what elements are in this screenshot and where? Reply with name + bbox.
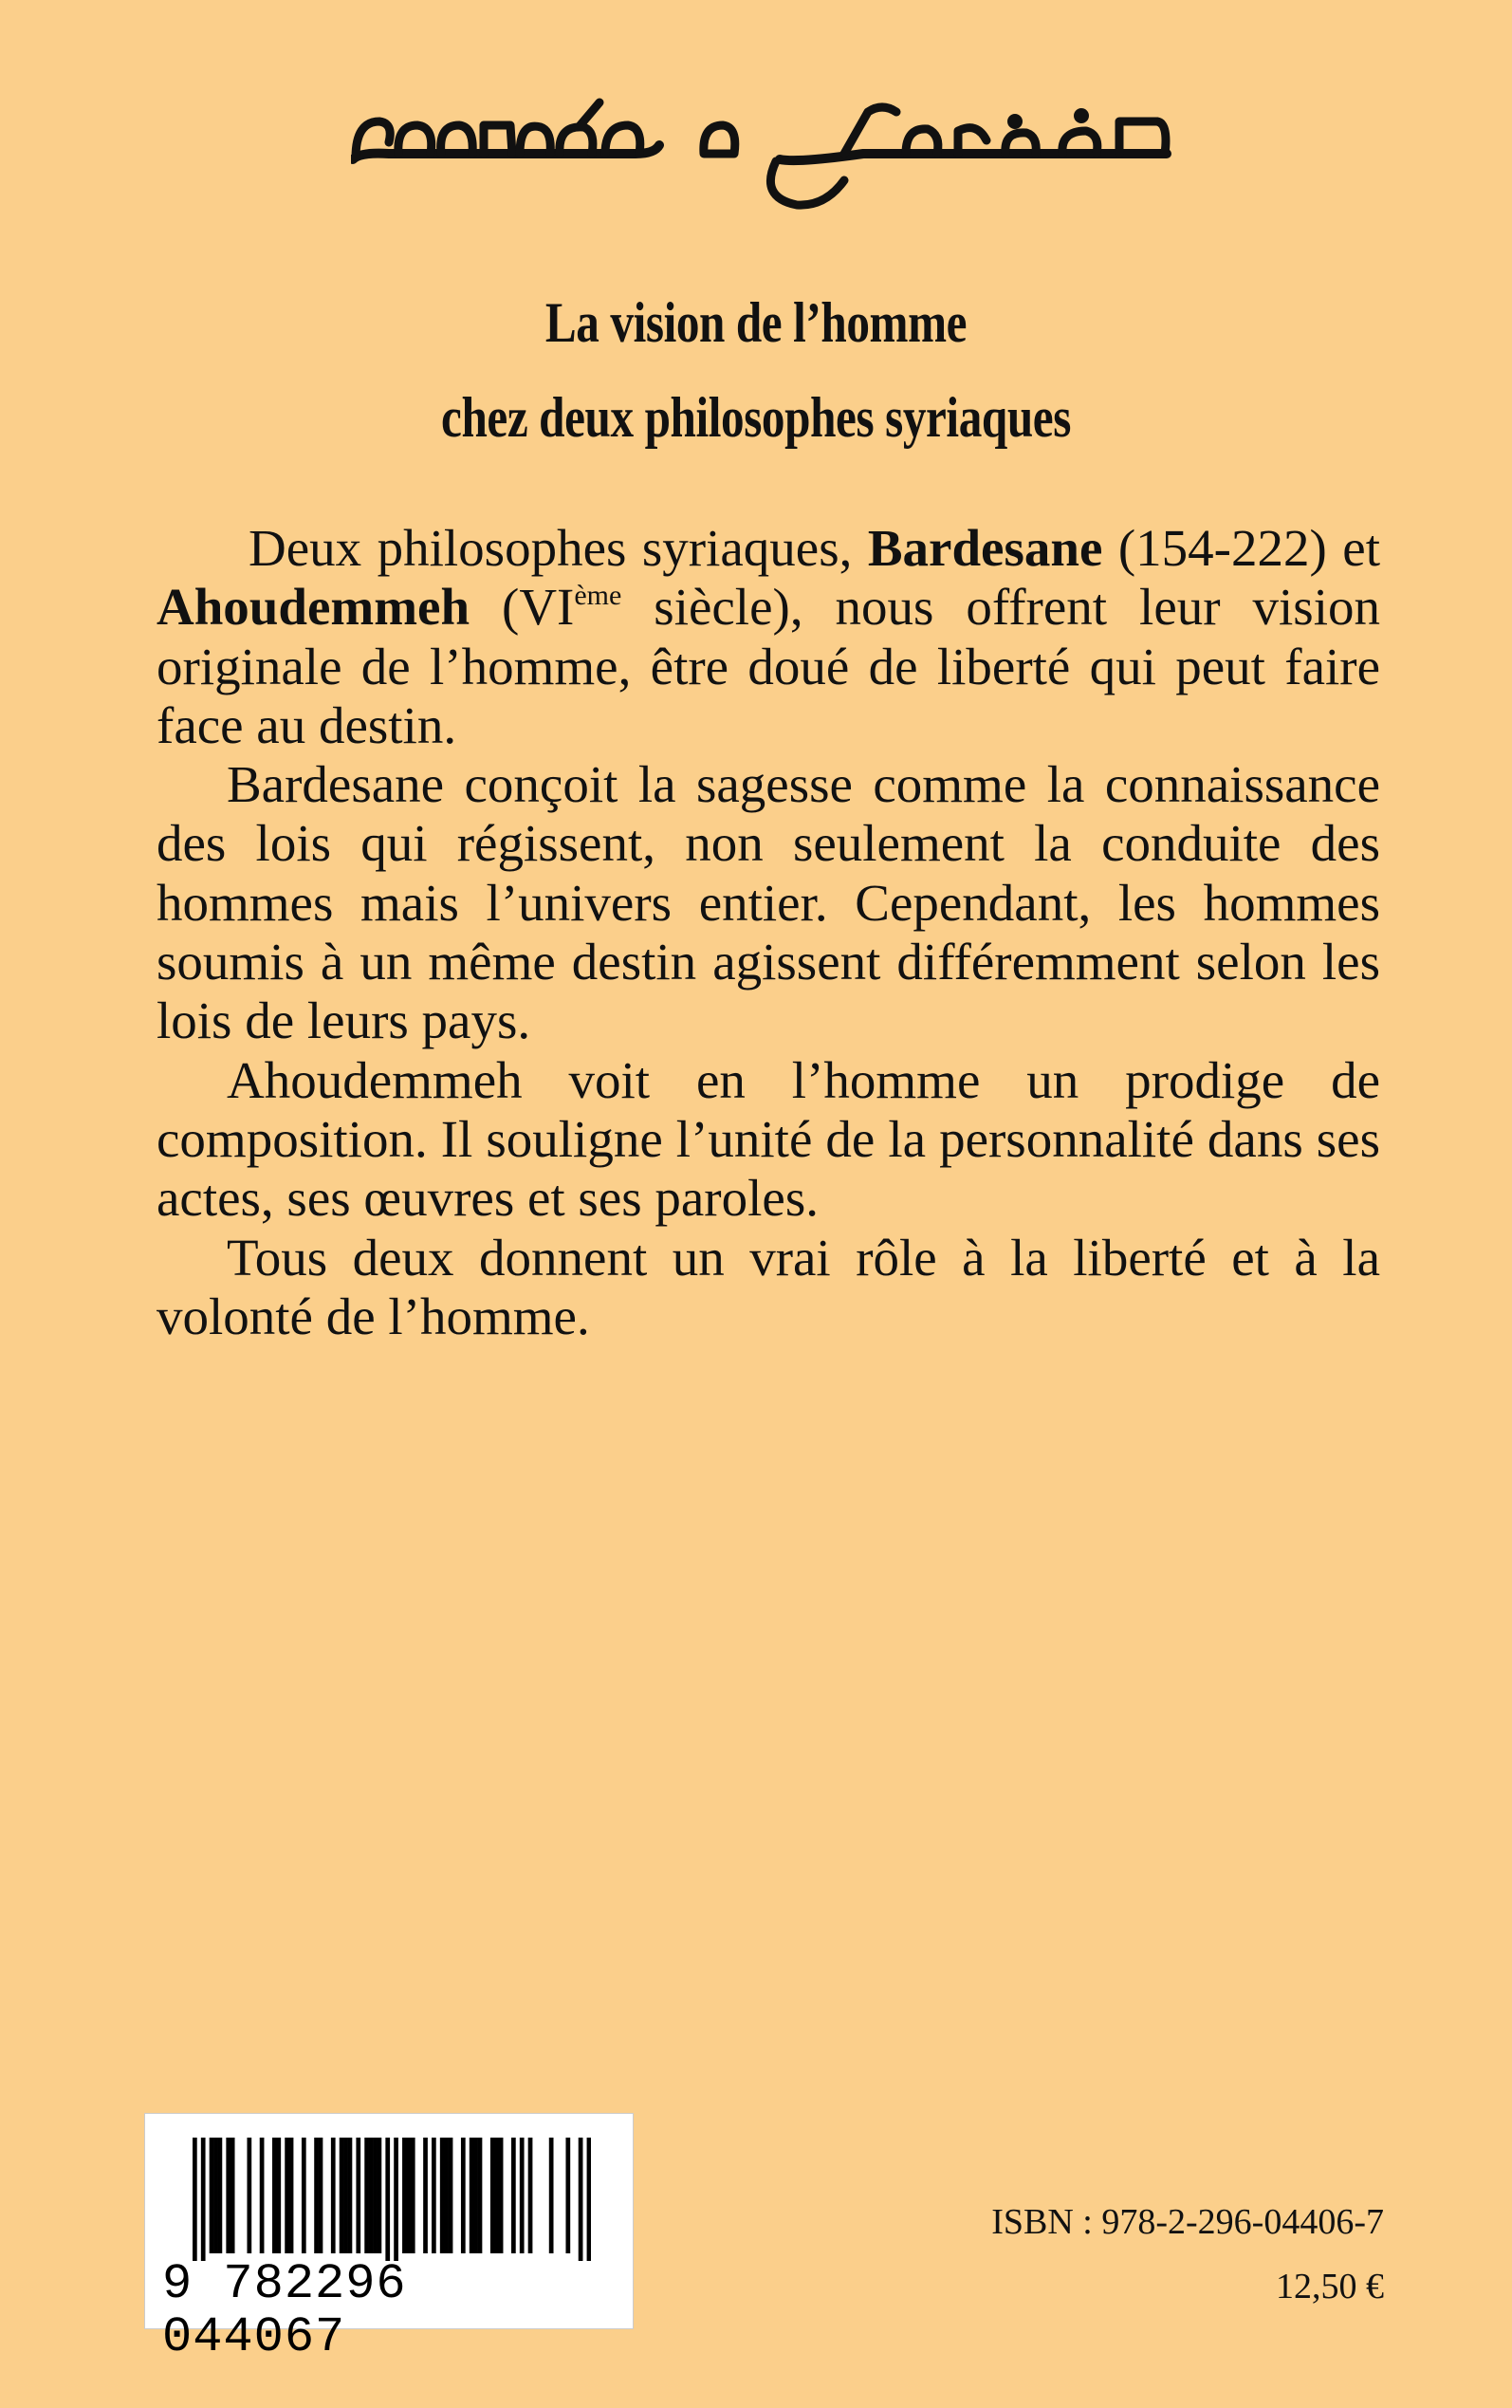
barcode-bar [289,2138,294,2253]
back-cover-blurb [157,519,1380,1346]
barcode-bars [193,2138,591,2261]
barcode-bar [319,2138,323,2253]
barcode-bar [201,2138,206,2261]
barcode-bar [213,2138,218,2253]
paragraph-2 [157,755,1380,1050]
text-segment: siècle), nous offrent leur vision originale de l’homme, être doué de liberté qui peut faire face au destin. [157,578,1380,754]
barcode-bar [331,2138,336,2253]
barcode-bar [490,2138,495,2253]
barcode-bar [276,2138,281,2253]
book-title [136,275,1375,465]
paragraph-4 [157,1229,1380,1347]
price: 12,50 € [1276,2267,1384,2306]
text-segment: Bardesane conçoit la sagesse comme la connaissance des lois qui régissent, non seulement la conduite des hommes mais l’univers entier. Cependant, les hommes soumis à un même destin agissent différemment selon les lois de leurs pays. [157,755,1380,1050]
text-segment: (154-222) et [1102,519,1381,577]
barcode-bar [385,2138,390,2261]
barcode [144,2113,634,2365]
barcode-bar [411,2138,415,2253]
barcode-bar [432,2138,436,2253]
author-name-ahoudemmeh: Ahoudemmeh [157,578,470,637]
barcode-bar [549,2138,554,2253]
barcode-bar [394,2138,398,2261]
text-segment: (VI [470,578,575,637]
superscript: ème [574,579,622,611]
text-segment: Deux philosophes syriaques, [249,519,868,577]
barcode-bar [272,2138,277,2253]
barcode-bar [499,2138,504,2253]
barcode-bar [210,2138,214,2253]
barcode-bar [520,2138,525,2253]
barcode-bar [302,2138,306,2253]
barcode-bar [494,2138,499,2253]
barcode-bar [369,2138,374,2253]
barcode-bar [444,2138,449,2253]
barcode-bar [402,2138,407,2253]
barcode-bar [230,2138,235,2253]
barcode-bar [260,2138,265,2253]
barcode-bar [378,2138,382,2253]
barcode-bar [314,2138,319,2253]
barcode-bar [449,2138,453,2253]
barcode-bar [565,2138,570,2253]
author-name-bardesane: Bardesane [867,519,1103,577]
barcode-bar [348,2138,353,2253]
barcode-bar [440,2138,445,2253]
barcode-bar [364,2138,369,2253]
barcode-bar [285,2138,289,2253]
barcode-bar [470,2138,474,2253]
barcode-bar [406,2138,411,2253]
barcode-bar [423,2138,428,2253]
barcode-bar [226,2138,230,2253]
barcode-bar [528,2138,533,2253]
barcode-bar [193,2138,197,2261]
barcode-bar [587,2138,591,2261]
barcode-bar [340,2138,344,2253]
barcode-bar [461,2138,466,2253]
paragraph-3 [157,1051,1380,1229]
text-segment: Ahoudemmeh voit en l’homme un prodige de composition. Il souligne l’unité de la personnalité dans ses actes, ses œuvres et ses paroles. [157,1050,1380,1228]
barcode-digits: 9 782296 044067 [162,2256,407,2365]
syriac-title-logo [351,93,1195,216]
title-line-2: chez deux philosophes syriaques [441,386,1071,449]
barcode-bar [247,2138,251,2253]
barcode-bar [579,2138,583,2261]
title-line-1: La vision de l’homme [544,291,968,354]
barcode-bar [373,2138,378,2253]
isbn: ISBN : 978-2-296-04406-7 [991,2202,1384,2242]
barcode-bar [511,2138,516,2253]
paragraph-1 [157,519,1380,755]
barcode-bar [473,2138,478,2253]
text-segment: Tous deux donnent un vrai rôle à la liberté et à la volonté de l’homme. [157,1228,1380,1345]
barcode-bar [343,2138,348,2253]
barcode-bar [218,2138,223,2253]
barcode-bar [356,2138,360,2253]
barcode-bar [478,2138,483,2253]
